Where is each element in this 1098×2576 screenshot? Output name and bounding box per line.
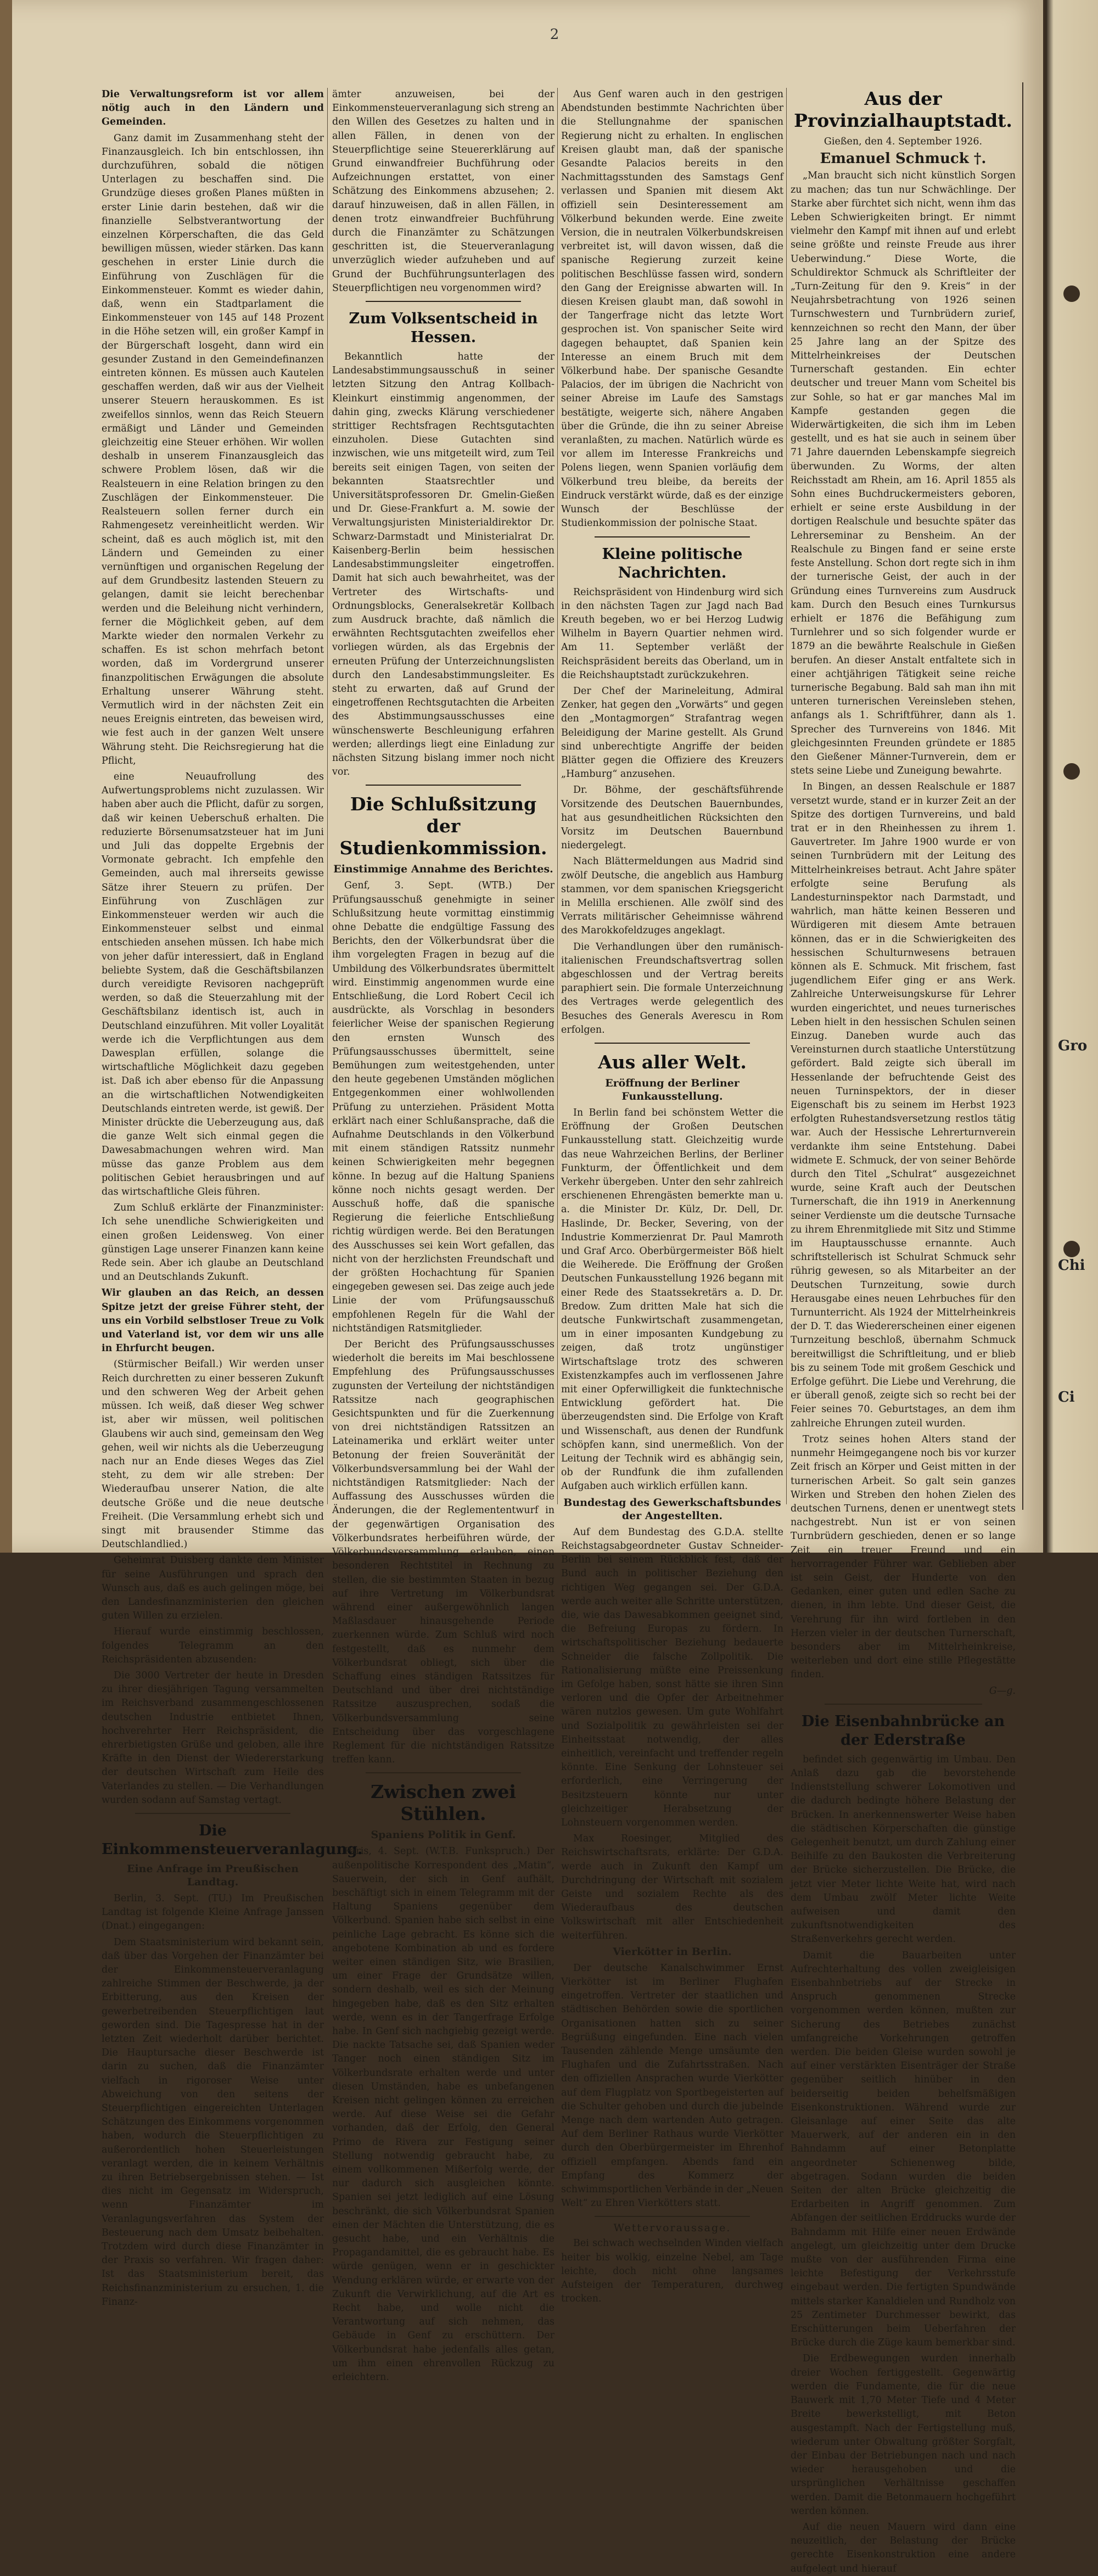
emphasized-paragraph: Die Verwaltungsreform ist vor allem nötig auch in den Ländern und Gemeinden.	[102, 89, 324, 128]
article-paragraph: Bekanntlich hatte der Landesabstimmungsausschuß in seiner letzten Sitzung den Antrag Kollbach-Kleinkurt einstimmig angenommen, der dahin ging, zwecks Klärung verschiedener strittiger Rechtsfragen Rechtsgutachten einzuholen. Diese Gutachten sind inzwischen, wie uns mitgeteilt wird, zum Teil bereits seit einigen Tagen, von seiten der bekannten Staatsrechtler und Universitätsprofessoren Dr. Gmelin-Gießen und Dr. Giese-Frankfurt a. M. sowie der Verwaltungsjuristen Ministerialdirektor Dr. Schwarz-Darmstadt und Ministerialrat Dr. Kaisenberg-Berlin beim hessischen Landesabstimmungsleiter eingetroffen. Damit hat sich auch bewahrheitet, was der Vertreter des Wirtschafts- und Ordnungsblocks, Generalsekretär Kollbach zum Ausdruck brachte, daß nämlich die erwähnten Rechtsgutachten zweifellos eher vorliegen würden, als das Ergebnis der erneuten Prüfung der Unterzeichnungslisten durch den Landesabstimmungsleiter. Es steht zu erwarten, daß auf Grund der eingetroffenen Rechtsgutachten die Arbeiten des Abstimmungsausschusses eine wünschenswerte Beschleunigung erfahren werden; allerdings liegt eine Einladung zur nächsten Sitzung bislang immer noch nicht vor.	[332, 351, 554, 778]
article-paragraph: Max Roesinger, Mitglied des Reichswirtschaftsrats, erklärte: Der G.D.A. werde auch in Zukunft den Kampf um Durchdringung der Wirtschaft mit sozialem Geiste und sozialem Rechte als des Wiederaufbaus des deutschen Volkswirtschaft mit aller Entschiedenheit weiterführen.	[561, 1833, 783, 1941]
article-paragraph: Die 3000 Vertreter der heute in Dresden zu ihrer diesjährigen Tagung versammelten im Reichsverband zusammengeschlossenen deutschen Industrie entbietet Ihnen, hochverehrter Herr Reichspräsident, die ehrerbietigsten Grüße und geloben, alle ihre Kräfte in den Dienst der Wiedererstarkung der deutschen Wirtschaft zum Heile des Vaterlandes zu stellen. — Die Verhandlungen wurden sodann auf Samstag vertagt.	[102, 1670, 324, 1806]
article-paragraph: Der deutsche Kanalschwimmer Ernst Vierkötter ist im Berliner Flughafen eingetroffen. Vertreter der staatlichen und städtischen Behörden sowie die sportlichen Organisationen hatten sich zu seiner Begrüßung eingefunden. Eine nach vielen Tausenden zählende Menge umsäumte den Flughafen und die Zufahrtsstraßen. Nach den offiziellen Ansprachen wurde Vierkötter auf dem Flugplatz von Sportbegeisterten auf die Schulter gehoben und durch die jubelnde Menge nach dem wartenden Auto getragen. Auf dem Berliner Rathaus wurde Vierkötter durch den Oberbürgermeister im Ehrenhof offiziell empfangen. Abends fand ein Empfang des Kommerz der schwimmsportlichen Verbände in der „Neuen Welt“ zu Ehren Vierkötters statt.	[561, 1962, 783, 2209]
article-paragraph: Berlin, 3. Sept. (TU.) Im Preußischen Landtag ist folgende Kleine Anfrage Janssen (Dnat.) eingegangen:	[102, 1892, 324, 1932]
article-subheadline: Vierkötter in Berlin.	[613, 1945, 732, 1958]
section-divider	[366, 1772, 522, 1773]
article-headline: Zwischen zwei Stühlen.	[371, 1781, 516, 1825]
adjacent-page-fragment-1: Gro	[1058, 1038, 1088, 1054]
article-paragraph: befindet sich gegenwärtig im Umbau. Den Anlaß dazu gab die bevorstehende Indienststellung schwerer Lokomotiven und die dadurch bedingte höhere Belastung der Brücken. In anerkennenswerter Weise haben die städtischen Körperschaften die günstige Gelegenheit benutzt, um durch Zahlung einer Beihilfe zu den Baukosten die Verbreiterung der Brücke sicherzustellen. Die Brücke, die jetzt vier Meter lichte Weite hat, wird nach dem Umbau zwölf Meter lichte Weite aufweisen und damit den zukunftsnotwendigkeiten des Straßenverkehrs gerecht werden.	[791, 1754, 1016, 1945]
article-subheadline: Eröffnung der Berliner Funkausstellung.	[605, 1077, 740, 1102]
article-paragraph: Damit die Bauarbeiten unter Aufrechterhaltung des vollen zweigleisigen Eisenbahnbetriebs auf der Strecke in Anspruch genommenen Strecke vorgenommen werden können, mußten zur Sicherung des Betriebes zunächst umfangreiche Vorkehrungen getroffen werden. Die beiden Gleise wurden sowohl je auf einer verstärkten Eisenträger der Straße gegenüber seitlich hinüber in den beiderseitig beiden behelfsmäßigen Eisenkonstruktionen. Während wurde zur Gleisanlage auf einer Seite das alte Mauerwerk, auf der anderen ein in den Bahndamm auf einer Betonplatte angeordneter Schienenweg bilde, abgetragen. Sodann wurden die beiden Seiten der alten Brücke gleichzeitig die Erdarbeiten in Angriff genommen. Zum Abfangen der seitlichen Erddrucks wurde der Bahndamm mit Hilfe einer neuen Erdwände angelegt, um gleichzeitig unter dem Drucke mußte von der ausführenden Firma eine leichte Befestigung der Verkehrsstufe eingebaut werden. Die fertigten Spundwände mittels starker Kanaldielen und Rundholz von 25 Zentimeter Durchmesser bewirkt, das Erschütterungen beim Ueberfahren der Brücke durch die Züge kaum bemerkbar sind.	[791, 1950, 1016, 2349]
article-paragraph: Auf dem Bundestag des G.D.A. stellte Reichstagsabgeordneter Gustav Schneider-Berlin bei seinem Rückblick fest, daß der Bund auch in politischer Beziehung den richtigen Weg gegangen sei. Der G.D.A. werde auch weiter alle Schritte unterstützen, die, wie das Dawesabkommen geeignet sind, die Befreiung Europas zu fördern. In wirtschaftspolitischer Beziehung bedauerte Schneider die falsche Zollpolitik. Die Rationalisierung müßte eine Preissenkung im Gefolge haben, sonst hätte sie ihren Sinn verloren und die Opfer der Arbeitnehmer wären nutzlos gewesen. Um gute Wohlfahrt und Sozialpolitik zu gewährleisten sei der Einheitsstaat notwendig, der alles einheitlich, vereinfacht und treffender regeln könnte. Eine Senkung der Lohnsteuer sei erforderlich, eine Verringerung der Besitzsteuern könnte nur unter gleichzeitiger Herabsetzung der Lohnsteuern vorgenommen werden.	[561, 1526, 783, 1828]
article-subheadline: Eine Anfrage im Preußischen Landtag.	[126, 1862, 299, 1888]
article-paragraph: ämter anzuweisen, bei der Einkommensteuerveranlagung sich streng an den Willen des Gesetzes zu halten und in allen Fällen, in denen von der Steuerpflichtige seine Steuererklärung auf Grund einwandfreier Buchführung oder Aufzeichnungen erstattet, von einer Schätzung des Einkommens abzusehen; 2. darauf hinzuweisen, daß in allen Fällen, in denen trotz einwandfreier Buchführung durch die Finanzämter zu Schätzungen geschritten ist, die Steuerveranlagung unverzüglich wieder aufzuheben und auf Grund der Buchführungsunterlagen des Steuerpflichtigen neu vorgenommen wird?	[332, 89, 554, 294]
column-rule	[557, 88, 558, 1504]
article-paragraph: Ganz damit im Zusammenhang steht der Finanzausgleich. Ich bin entschlossen, ihn durchzuführen, sobald die nötigen Unterlagen zu beschaffen sind. Die Grundzüge dieses großen Planes müßten in erster Linie darin bestehen, daß wir die finanzielle Selbstverantwortung der einzelnen Körperschaften, die das Geld bewilligen müssen, wieder stärken. Das kann geschehen in erster Linie durch die Einführung von Zuschlägen für die Einkommensteuer. Kommt es wieder dahin, daß, wenn ein Stadtparlament die Einkommensteuer von 145 auf 148 Prozent in die Höhe setzen will, ein großer Kampf in der Bürgerschaft losgeht, dann wird ein gesunder Zustand in den Gemeindefinanzen eintreten können. Es müssen auch Kautelen geschaffen werden, daß wir aus der Vielheit unserer Steuern herauskommen. Es ist zweifellos sinnlos, wenn das Reich Steuern ermäßigt und Länder und Gemeinden gleichzeitig eine Steuer erhöhen. Wir wollen deshalb in unserem Finanzausgleich das schwere Problem lösen, daß wir die Realsteuern in eine Relation bringen zu den Zuschlägen der Einkommensteuer. Die Realsteuern sollen ferner durch ein Rahmengesetz vereinheitlicht werden. Wir scheint, daß es auch möglich ist, mit den Ländern und Gemeinden zu einer vernünftigen und organischen Regelung der auf dem Grundbesitz lastenden Steuern zu gelangen, damit sie leicht berechenbar werden und die Beleihung nicht verhindern, ferner die Möglichkeit geben, auf dem Markte wieder den normalen Verkehr zu schaffen. Es ist schon mehrfach betont worden, daß im Vordergrund unserer finanzpolitischen Erwägungen die absolute Erhaltung unserer Währung steht. Vermutlich wird in der nächsten Zeit ein neues Ereignis eintreten, das beweisen wird, wie fest auch in der ganzen Welt unsere Währung steht. Die Reichsregierung hat die Pflicht,	[102, 132, 324, 766]
article-paragraph: Bei schwach wechselnden Winden vielfach heiter bis wolkig, einzelne Nebel, am Tage leichte, doch nicht ohne langsames Aufsteigen der Temperaturen, durchweg trocken.	[561, 2238, 783, 2305]
article-column-3	[561, 88, 783, 2305]
article-paragraph: Genf, 3. Sept. (WTB.) Der Prüfungsausschuß genehmigte in seiner Schlußsitzung heute vormittag einstimmig ohne Debatte die endgültige Fassung des Berichts, den der Völkerbundsrat über die ihm vorgelegten Fragen in bezug auf die Umbildung des Völkerbundsrates übermittelt wird. Einstimmig angenommen wurde eine Entschließung, die Lord Robert Cecil ich ausdrückte, als Vorschlag in besonders feierlicher Weise der spanischen Regierung den ernsten Wunsch des Prüfungsausschusses übermittelt, seine Bemühungen zum weitestgehenden, unter den heute gegebenen Umständen möglichen Entgegenkommen einer wohlwollenden Prüfung zu unterziehen. Präsident Motta erklärt nach einer Schlußansprache, daß die Aufnahme Deutschlands in den Völkerbund mit einem ständigen Ratssitz nunmehr keinen Schwierigkeiten mehr begegnen könne. In bezug auf die Haltung Spaniens könne noch nichts gesagt werden. Der Ausschuß hoffe, daß die spanische Regierung die feierliche Entschließung richtig würdigen werde. Bei den Beratungen des Ausschusses sei kein Wort gefallen, das nicht von der herzlichsten Freundschaft und der größten Hochachtung für Spanien eingegeben gewesen sei. Das zeige auch jede Linie der vom Prüfungsausschuß empfohlenen Regeln für die Wahl der nichtständigen Ratsmitglieder.	[332, 880, 554, 1334]
article-paragraph: Geheimrat Duisberg dankte dem Minister für seine Ausführungen und sprach den Wunsch aus, daß es auch gelingen möge, bei den Landesfinanzministerien den gleichen guten Willen zu erzielen.	[102, 1555, 324, 1622]
column-rule	[327, 88, 328, 1504]
page-frame-edge	[1022, 82, 1023, 1510]
adjacent-page-fragment-2: Chi	[1058, 1257, 1085, 1274]
article-column-1	[102, 88, 363, 2308]
binding-hole-icon	[1063, 763, 1080, 780]
article-paragraph: Dem Staatsministerium wird bekannt sein, daß über das Vorgehen der Finanzämter bei der Einkommensteuerveranlagung zahlreiche Stimmen der Beschwerde, ja der Erbitterung, aus den Kreisen der gewerbetreibenden Steuerpflichtigen laut geworden sind. Die Tagespresse hat in der letzten Zeit wiederholt darüber berichtet. Die Hauptursache dieser Beschwerde ist darin zu suchen, daß die Finanzämter vielfach in rigoroser Weise unter Abweichung von den seitens der Steuerpflichtigen eingereichten Unterlagen Schätzungen des Einkommens vorgenommen haben, wodurch die Steuerpflichtigen zu außerordentlich hohen Steuerleistungen veranlagt werden, die in keinem Verhältnis zu ihren Betriebsergebnissen stehen. — Ist dies nicht im Gegensatz im Widerspruch, wenn Finanzämter im Veranlagungsverfahren das System der Besteuerung nach dem Umsatz beibehalten. Trotzdem wird durch diese Finanzämter in der Praxis so verfahren. Wir fragen daher: Ist das Staatsministerium bereit, das Reichsfinanzministerium zu ersuchen, 1. die Finanz-	[102, 1936, 324, 2308]
section-divider	[366, 785, 522, 786]
article-paragraph: Paris, 4. Sept. (W.T.B. Funkspruch.) Der außenpolitische Korrespondent des „Matin“, Sauerwein, der sich in Genf aufhält, beschäftigt sich in einem Telegramm mit der Haltung Spaniens gegenüber dem Völkerbund. Spanien habe sich selbst in eine peinliche Lage gebracht. Es könne sich die angebotene Kombination ab und es fordere weiter einen ständigen Sitz, wie Brasilien, um einer Frage der Grundsätze willen, sondern deshalb, weil es sich der Meinung hingegeben habe, daß es den Sitz erhalten werde, wenn es in der Tangerfrage Erfolge habe. In Genf sich nachgiebig gezeigt werde. Die nackte Tatsache sei, daß Spanien weder Tanger noch einen ständigen Sitz im Völkerbundsrate erhalten werde und unter diesen Umständen, habe es unbefangenen Kreisen nicht gelingen können zu erreichen werde. Auf diese Weise sei die Gefahr vorhanden, daß der Erfolg, den General Primo de Rivera zur Festigung seiner Stellung notwendig gebraucht habe, zu einem vollkommenen Mißerfolg werde, der nur dadurch sich ausgleichen könnte. Spanien sei jetzt lediglich auf eine Lösung beschränkt, die sich Völkerbundsrat Spanien einen der Mächten die Unterstützung, die es gesucht habe, und ein Verhältnis die Propagandamittel, die es gebraucht habe. Es würde genügen, wenn er in geschickter Wendung erklären würde, er erwarte von der Zukunft die Verwirklichung, auf die Art es Recht habe, und wolle nicht die Verantwortung auf sich nehmen, das Gebäude in Genf zu erschüttern. Der Völkerbundsrat habe jedenfalls alles getan, um ihm einen ehrenvollen Rückzug zu erleichtern.	[332, 1846, 554, 2383]
article-paragraph: Zum Schluß erklärte der Finanzminister: Ich sehe unendliche Schwierigkeiten und einen großen Leidensweg. Von einer günstigen Lage unserer Finanzen kann keine Rede sein. Aber ich glaube an Deutschland und an Deutschlands Zukunft.	[102, 1202, 324, 1283]
article-paragraph: „Man braucht sich nicht künstlich Sorgen zu machen; das tun nur Schwächlinge. Der Starke aber fürchtet sich nicht, wenn ihm das Leben Schwierigkeiten bringt. Er nimmt vielmehr den Kampf mit ihnen auf und erlebt seine größte und reinste Freude aus ihrer Ueberwindung.“ Diese Worte, die Schuldirektor Schmuck als Schriftleiter der „Turn-Zeitung für den 9. Kreis“ in der Neujahrsbetrachtung von 1926 seinen Turnschwestern und Turnbrüdern zurief, kennzeichnen so recht den Mann, der über 25 Jahre lang an der Spitze des Mittelrheinkreises der Deutschen Turnerschaft gestanden. Ein echter deutscher und treuer Mann vom Scheitel bis zur Sohle, so hat er gar manches Mal im Kampfe gestanden gegen die Widerwärtigkeiten, die sich ihm im Leben gestellt, und es hat sie auch in seinem über 71 Jahre dauernden Lebenskampfe siegreich überwunden. Zu Worms, der alten Reichsstadt am Rhein, am 16. April 1855 als Sohn eines Buchdruckermeisters geboren, erhielt er seine erste Ausbildung in der dortigen Realschule und besuchte später das Lehrerseminar zu Bensheim. An der Realschule zu Bingen fand er seine erste feste Anstellung. Schon dort regte sich in ihm der turnerische Geist, der auch in der Gründung eines Turnvereins zum Ausdruck kam. Durch den Besuch eines Turnkursus erhielt er 1876 die Befähigung zum Turnlehrer und so sich folgender wurde er 1879 an die bewährte Realschule in Gießen berufen. An dieser Anstalt entfaltete sich in einer achtjährigen Tätigkeit seine reiche turnerische Begabung. Bald sah man ihn mit unteren turnerischen Vereinsleben stehen, anfangs als 1. Schriftführer, dann als 1. Sprecher des Turnvereins von 1846. Mit gleichgesinnten Freunden gründete er 1885 den Gießener Männer-Turnverein, dem er stets seine Liebe und Zuneigung bewahrte.	[791, 170, 1016, 777]
article-paragraph: (Stürmischer Beifall.) Wir werden unser Reich durchretten zu einer besseren Zukunft und den schweren Weg der Arbeit gehen müssen. Ich weiß, daß dieser Weg schwer ist, aber wir müssen, weil politischen Glaubens wir auch sind, gemeinsam den Weg gehen, weil wir nichts als die Ueberzeugung nach nur an Ende dieses Weges das Ziel steht, zu dem wir alle streben: Der Wiederaufbau unserer Nation, die alte deutsche Größe und die neue deutsche Freiheit. (Die Versammlung erhebt sich und singt mit brausender Stimme das Deutschlandlied.)	[102, 1359, 324, 1550]
article-column-2	[332, 88, 554, 2383]
article-paragraph: eine Neuaufrollung des Aufwertungsproblems nicht zuzulassen. Wir haben aber auch die Pflicht, dafür zu sorgen, daß wir keinen Ueberschuß erhalten. Die reduzierte Börsenumsatzsteuer hat im Juni und Juli das doppelte Ergebnis der Vormonate gebracht. Ich empfehle den Gemeinden, auch mal ihrerseits gewisse Sätze ihrer Steuern zu prüfen. Der Einführung von Zuschlägen zur Einkommensteuer werden wir auch die Einkommensteuer selbst und einmal entschieden ansehen müssen. Ich habe mich von jeher dafür interessiert, daß in England beliebte System, daß die Geschäftsbilanzen durch vereidigte Revisoren nachgeprüft werden, so daß die Steuerzahlung mit der Geschäftsbilanz identisch ist, auch in Deutschland einzuführen. Mit voller Loyalität werde ich die Verpflichtungen aus dem Dawesplan erfüllen, solange die wirtschaftliche Möglichkeit dazu gegeben ist. Daß ich aber ebenso für die Anpassung an die wirtschaftlichen Notwendigkeiten Deutschlands eintreten werde, ist gewiß. Der Minister drückte die Ueberzeugung aus, daß die ganze Welt sich einmal gegen die Dawesabmachungen wehren wird. Man müsse das ganze Problem aus dem politischen Gebiet herausbringen und auf das wirtschaftliche Gleis führen.	[102, 771, 324, 1198]
binding-hole-icon	[1063, 1241, 1080, 1257]
article-paragraph: Der Chef der Marineleitung, Admiral Zenker, hat gegen den „Vorwärts“ und gegen den „Montagmorgen“ Strafantrag wegen Beleidigung der Marine gestellt. Als Grund sind unberechtigte Angriffe der beiden Blätter gegen die Offiziere des Kreuzers „Hamburg“ anzusehen.	[561, 685, 783, 780]
article-paragraph: Dr. Böhme, der geschäftsführende Vorsitzende des Deutschen Bauernbundes, hat aus gesundheitlichen Rücksichten den Vorsitz im Deutschen Bauernbund niedergelegt.	[561, 785, 783, 852]
article-headline: Aus der Provinzialhauptstadt.	[794, 88, 1012, 131]
section-divider	[825, 1704, 982, 1705]
article-subheadline: Spaniens Politik in Genf.	[371, 1829, 516, 1841]
emphasized-paragraph: Wir glauben an das Reich, an dessen Spitze jetzt der greise Führer steht, der uns ein Vorbild selbstloser Treue zu Volk und Vaterland ist, vor dem wir uns alle in Ehrfurcht beugen.	[102, 1287, 324, 1354]
article-paragraph: Der Bericht des Prüfungsausschusses wiederholt die bereits im Mai beschlossene Empfehlung des Prüfungsausschusses zugunsten der Verteilung der nichtständigen Ratssitze nach geographischen Gesichtspunkten und für die Zuerkennung von drei nichtständigen Ratssitzen an Lateinamerika und erklärt weiter unter Betonung der freien Souveränität der Völkerbundsversammlung bei der Wahl der nichtständigen Ratsmitglieder: Nach der Auffassung des Ausschusses würden die Änderungen, die der Reglemententwurf in der gegenwärtigen Organisation des Völkerbundsrates herbeiführen würde, der Völkerbundsversammlung erlauben, einen besonderen Rechtstitel in Rechnung zu stellen, die sie bestimmten Staaten in bezug auf ihre Vertretung im Völkerbundsrat während einer außergewöhnlich langen Maßlasdauer hinausgehende Periode zuerkennen würde. Zum Schluß wird noch festgestellt, daß es nunmehr dem Völkerbundsrat obliegt, sich über die Schaffung eines ständigen Ratssitzes für Deutschland und über drei nichtständige Ratssitze auszusprechen, sodaß die Völkerbundsversammlung seine Entscheidung über das vorgeschlagene Reglement für die nichtständigen Ratssitze treffen kann.	[332, 1339, 554, 1766]
section-divider	[595, 2216, 750, 2217]
scan-binding-edge	[0, 0, 12, 1553]
article-paragraph: Die Verhandlungen über den rumänisch-italienischen Freundschaftsvertrag sollen abgeschlossen und der Vertrag bereits paraphiert sein. Die formale Unterzeichnung des Vertrages werde gelegentlich des Besuches des Generals Averescu in Rom erfolgen.	[561, 941, 783, 1035]
article-headline: Die Einkommensteuerveranlagung.	[102, 1822, 363, 1858]
binding-hole-icon	[1063, 285, 1080, 302]
author-signature: G—g.	[989, 1685, 1016, 1696]
article-paragraph: In Berlin fand bei schönstem Wetter die Eröffnung der Großen Deutschen Funkausstellung statt. Gleichzeitig wurde das neue Wahrzeichen Berlins, der Berliner Funkturm, der Öffentlichkeit und dem Verkehr übergeben. Unter den sehr zahlreich erschienenen Ehrengästen bemerkte man u. a. die Minister Dr. Külz, Dr. Dell, Dr. Haslinde, Dr. Becker, Severing, von der Industrie Kommerzienrat Dr. Paul Mamroth und Graf Arco. Oberbürgermeister Böß hielt die Weiherede. Die Eröffnung der Großen Deutschen Funkausstellung 1926 begann mit einer Rede des Staatssekretärs a. D. Dr. Bredow. Zum dritten Male hat sich die deutsche Funkwirtschaft zusammengetan, um in einer imposanten Kundgebung zu zeigen, daß trotz ungünstiger Wirtschaftslage trotz des schweren Existenzkampfes auch im verflossenen Jahre mit einer Opferwilligkeit die funktechnische Entwicklung gefördert hat. Die überzeugendsten sind. Die Erfolge von Kraft und Wissenschaft, aus denen der Rundfunk schöpfen kann, sind unermeßlich. Von der Leitung der Technik wird es abhängig sein, ob der Rundfunk die ihm zufallenden Aufgaben auch wirklich erfüllen kann.	[561, 1107, 783, 1492]
section-divider	[595, 536, 750, 537]
page-number: 2	[550, 26, 559, 43]
article-subheadline: Einstimmige Annahme des Berichtes.	[333, 863, 553, 876]
article-subheadline: Bundestag des Gewerkschaftsbundes der Angestellten.	[563, 1496, 781, 1522]
article-paragraph: Hierauf wurde einstimmig beschlossen, folgendes Telegramm an den Reichspräsidenten abzusenden:	[102, 1626, 324, 1665]
section-divider	[366, 301, 522, 302]
article-paragraph: In Bingen, an dessen Realschule er 1887 versetzt wurde, stand er in kurzer Zeit an der Spitze des dortigen Turnvereins, und bald trat er in den Rheinhessen zu ihrem 1. Gauvertreter. Im Jahre 1900 wurde er von seinen Turnbrüdern mit der Leitung des Mittelrheinkreises betraut. Acht Jahre später erfolgte seine Berufung als Landesturninspektor nach Darmstadt, und wahrlich, man hätte keinen Besseren und Würdigeren mit diesem Amte betrauen können, das er in die Schwierigkeiten des hessischen Schulturnwesens betrauen können als E. Schmuck. Mit frischem, fast jugendlichem Eifer ging er ans Werk. Zahlreiche Unterweisungskurse für Lehrer wurden eingerichtet, und neues turnerisches Leben hielt in den hessischen Schulen seinen Einzug. Daneben wurde auch das Vereinsturnen durch staatliche Unterstützung gefördert. Bald zeigte sich überall im Hessenlande der befruchtende Geist des neuen Turninspektors, der in dieser Eigenschaft bis zu seinem im Herbst 1923 erfolgten Ruhestandsversetzung restlos tätig war. Auch der Hessische Lehrerturnverein verdankte ihm seine Entstehung. Dabei widmete E. Schmuck, der von seiner Behörde durch den Titel „Schulrat“ ausgezeichnet wurde, seine Kraft auch der Deutschen Turnerschaft, die ihn 1919 in Anerkennung seiner Verdienste um die deutsche Turnsache zu ihrem Ehrenmitgliede mit Sitz und Stimme im Hauptausschusse ernannte. Auch schriftstellerisch ist Schulrat Schmuck sehr rührig gewesen, so als Mitarbeiter an der Deutschen Turnzeitung, sowie durch Herausgabe eines neuen Lehrbuches für den Turnunterricht. Als 1924 der Mittelrheinkreis der D. T. das Wiedererscheinen einer eigenen Turnzeitung beschloß, übernahm Schmuck bereitwilligst die Schriftleitung, und er blieb bis zu seinem Tode mit großem Geschick und Erfolge geführt. Die Liebe und Verehrung, die er überall genoß, zeigte sich so recht bei der Feier seines 70. Geburtstages, an dem ihm zahlreiche Ehrungen zuteil wurden.	[791, 781, 1016, 1429]
article-headline: Die Eisenbahnbrücke an der Ederstraße	[801, 1712, 1005, 1749]
section-divider	[135, 1813, 291, 1814]
adjacent-page-fragment-3: Ci	[1058, 1389, 1075, 1405]
article-paragraph: Reichspräsident von Hindenburg wird sich in den nächsten Tagen zur Jagd nach Bad Kreuth begeben, wo er bei Herzog Ludwig Wilhelm in Bayern Quartier nehmen wird. Am 11. September verläßt der Reichspräsident bereits das Oberland, um in die Reichshauptstadt zurückzukehren.	[561, 586, 783, 681]
article-paragraph: Die Erdbewegungen wurden innerhalb dreier Wochen fertiggestellt. Gegenwärtig werden die Fundamente, die für die neue Bauwerk mit 1,70 Meter Tiefe und 4 Meter Breite bewerkstelligt, mit Beton ausgestampft. Nach der Fertigstellung muß, wiederum unter Obwaltung größter Sorgfalt, der Einbau der Betriebungen nach und nach wieder herausgehoben und die ursprünglichen Verhältnisse geschaffen werden. Damit die Betonmauern hochgeführt werden können.	[791, 2353, 1016, 2517]
article-headline: Die Schlußsitzung der Studienkommission.	[339, 793, 547, 859]
article-paragraph: Auf die neuen Mauern wird dann eine neuzeitlich, der Belastung der Brücke gerechte Eisenkonstruktion eine andere aufgelegt und hierauf	[791, 2521, 1016, 2574]
section-divider	[595, 1043, 750, 1044]
column-rule	[786, 88, 787, 1504]
article-paragraph: Nach Blättermeldungen aus Madrid sind zwölf Deutsche, die angeblich aus Hamburg stammen, vor dem spanischen Kriegsgericht in Melilla erschienen. Alle zwölf sind des Verrats militärischer Geheimnisse während des Marokkofeldzuges angeklagt.	[561, 856, 783, 937]
article-headline: Kleine politische Nachrichten.	[602, 545, 743, 581]
obituary-heading: Emanuel Schmuck †.	[820, 150, 987, 167]
dateline: Gießen, den 4. September 1926.	[824, 136, 983, 147]
article-headline: Aus aller Welt.	[598, 1051, 747, 1073]
section-heading: Wettervoraussage.	[613, 2222, 731, 2235]
article-paragraph: Aus Genf waren auch in den gestrigen Abendstunden bestimmte Nachrichten über die Stellungnahme der spanischen Regierung nicht zu erhalten. In englischen Kreisen glaubt man, daß der spanische Gesandte Palacios bereits in den Nachmittagsstunden des Samstags Genf verlassen und Spanien mit diesem Akt offiziell sein Desinteressement am Völkerbund bekunden werde. Eine zweite Version, die in neutralen Völkerbundskreisen verbreitet ist, will davon wissen, daß die spanische Regierung zurzeit keine politischen Beschlüsse fassen wird, sondern den Gang der Ereignisse abwarten will. In diesen Kreisen glaubt man, daß sowohl in der Tangerfrage nicht das letzte Wort gesprochen ist. Von spanischer Seite wird dagegen behauptet, daß Spanien kein Interesse an einem Bruch mit dem Völkerbund habe. Der spanische Gesandte Palacios, der im übrigen die Nachricht von seiner Abreise im Laufe des Samstags bestätigte, weigerte sich, nähere Angaben über die Gründe, die ihn zu seiner Abreise veranlaßten, zu machen. Natürlich würde es vor allem im Interesse Frankreichs und Polens liegen, wenn Spanien vorläufig dem Völkerbund treu bleibe, da bereits der Eindruck verstärkt würde, daß es der einzige Wunsch der Beschlüsse der Studienkommission der polnische Staat.	[561, 89, 783, 529]
article-headline: Zum Volksentscheid in Hessen.	[349, 310, 538, 346]
article-paragraph: Trotz seines hohen Alters stand der nunmehr Heimgegangene noch bis vor kurzer Zeit frisch an Körper und Geist mitten in der turnerischen Arbeit. So galt sein ganzes Wirken und Streben den hohen Zielen des deutschen Turnens, denen er unentwegt stets nachgestrebt. Nun ist er von seinen Turnbrüdern geschieden, denen er so lange Zeit ein treuer Freund und ein hervorragender Führer war. Geblieben aber ist sein Geist, der Hunderte von den Gedanken, einer guten und edlen Sache zu dienen, in ihm lebte. Und dieser Geist, die Verehrung für ihn wird fortleben in den Herzen vieler in der deutschen Turnerschaft, besonders aber im Mittelrheinkreise, weiterleben und dort eine stille Pflegestätte finden.	[791, 1433, 1016, 1681]
article-column-4	[791, 88, 1016, 2574]
